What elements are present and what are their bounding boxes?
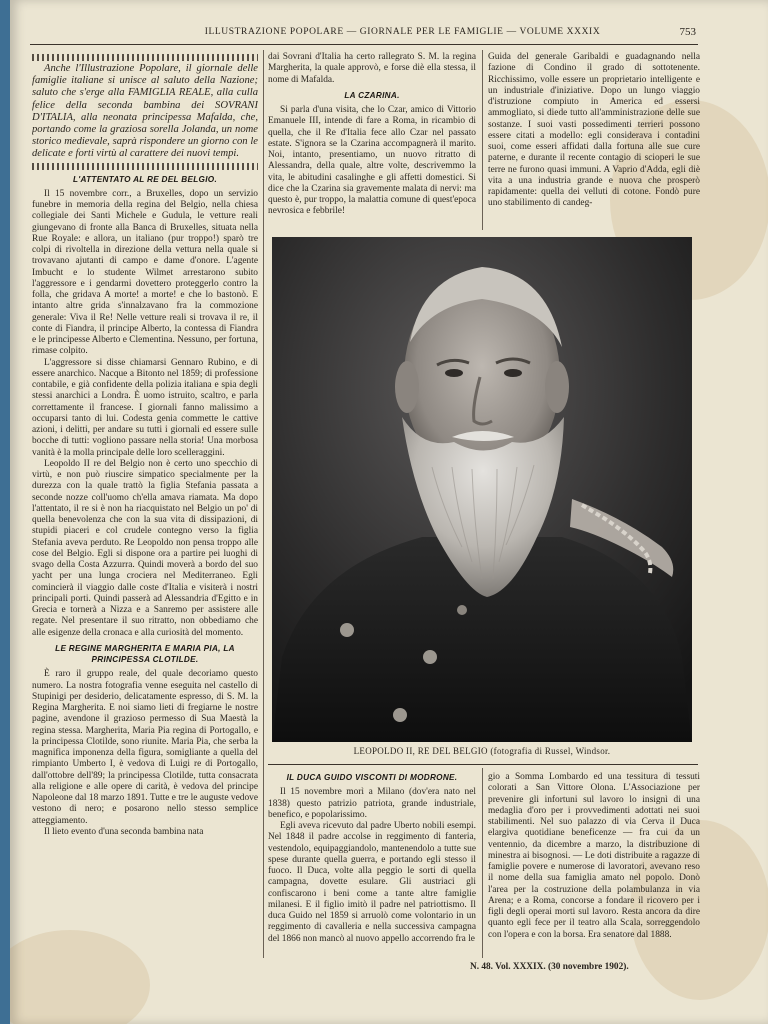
section-rule xyxy=(268,764,698,765)
column-divider xyxy=(263,50,264,958)
page-header xyxy=(10,22,768,42)
article-paragraph: Il 15 novembre morì a Milano (dov'era nato nel 1838) questo patrizio patriota, grande industriale, benefico, e popolarissimo. xyxy=(268,787,476,820)
article-paragraph: Guida del generale Garibaldi e guadagnando nella fazione di Condino il grado di sottotenente. Ricchissimo, volle essere un proprietario intelligente e un industriale d'iniziative. Dopo un lungo viaggio d'istruzione compiuto in America ed essersi ammogliato, si diede tutto all'amministrazione delle sue sostanze. I suoi vasti possedimenti terrieri possono essere citati a modello: egli considerava i contadini suoi, come esseri affidati dalla fortuna alle sue cure paterne, e durante il recente contagio di scioperi le sue terre ne furono quasi immuni. A Vaprio d'Adda, egli diè vita a una industria grande e nuova che prosperò rapidamente: quella dei velluti di cotone. Fondò pure uno stabilimento di candeg- xyxy=(488,52,700,209)
section-title: LE REGINE MARGHERITA E MARIA PIA, LA PRINCIPESSA CLOTILDE. xyxy=(55,643,235,665)
column-right-top xyxy=(488,52,700,232)
column-center-bottom xyxy=(268,772,476,960)
running-title: ILLUSTRAZIONE POPOLARE — GIORNALE PER LE FAMIGLIE — VOLUME XXXIX xyxy=(204,27,601,37)
column-right-bottom xyxy=(488,772,700,958)
article-paragraph: gio a Somma Lombardo ed una tessitura di tessuti colorati a San Vittore Olona. L'Associazione per prevenire gli infortuni sul lavoro lo insignì di una medaglia d'oro per i provvedimenti adottati nei suoi stabilimenti. Nel suo palazzo di via Cerva il Duca elargiva quotidiane beneficenze — fra cui da un ventennio, da dicembre a marzo, la distribuzione di minestra ai bisognosi. — Le doti distribuite a ragazze di famiglie povere e numerose di lavoratori, avevano reso il nome della sua famiglia amato nel popolo. Donò l'area per la costruzione della polambulanza in via Arena; e a Roma, concorse a fondare il ricovero per i figli degli operai morti sul lavoro. Resta ancora da dire quanto egli fece per il teatro alla Scala, sorreggendolo con l'opera e con la borsa. Era senatore dal 1888. xyxy=(488,772,700,940)
article-paragraph: Il lieto evento d'una seconda bambina nata xyxy=(44,826,204,837)
column-divider xyxy=(482,768,483,958)
page-number: 753 xyxy=(679,26,696,38)
article-paragraph: Leopoldo II re del Belgio non è certo uno specchio di virtù, e non può riuscire simpatico specialmente per la durezza con la quale trattò la figlia Stefania passata a seconde nozze coll'uomo ch'ella amava riamata. Ma dopo l'attentato, il re si è non ha riacquistato nel Belgio un po' di quella benevolenza che con la sua vita di dissipazioni, di stupidi piaceri e col crudele contegno verso la figlia Stefania aveva perduto. Re Leopoldo non pensa troppo alle cose del Belgio. Egli si dispone ora a partire pei luoghi di svago della Costa Azzurra. Quindi moverà a bordo del suo yacht per una lunga crociera nel Mediterraneo. Egli comincierà il viaggio dalle coste d'Italia e visiterà i nostri principali porti. Quindi passerà ad Alessandria d'Egitto e in Grecia e tornerà a Nizza e a Sanremo per assistere alle regate. Nel presentare il suo ritratto, non obbediamo che alle esigenze della cronaca e alla curiosità del momento. xyxy=(32,458,258,638)
portrait-illustration xyxy=(272,237,692,742)
article-paragraph: L'aggressore si disse chiamarsi Gennaro Rubino, e di essere anarchico. Nacque a Bitonto nel 1859; di professione contabile, e già confidente della polizia italiana e spia degli stessi anarchici a Londra. È uomo istruito, scaltro, e parla correttamente il francese. I giornali fanno malissimo a occuparsi tanto di lui. Codesta genia commette le cattive azioni, i delitti, per andare su tutti i giornali ed essere sulle bocche di tutti: vogliono passare nella storia! Una morbosa vanità è la molla principale delle loro scelleraggini. xyxy=(32,357,258,458)
portrait-photo xyxy=(272,237,692,742)
section-title: LA CZARINA. xyxy=(344,90,400,100)
intro-paragraph: Anche l'Illustrazione Popolare, il giornale delle famiglie italiane si unisce al saluto della Nazione; saluto che s'erge alla FAMIGLIA REALE, alla culla felice della seconda bambina dei SOVRANI D'ITALIA, alla neonata principessa Mafalda, che, portando come la graziosa sorella Jolanda, un nome storico medievale, saprà rispondere un giorno con le delicate e forti virtù al carattere dei nuovi tempi. xyxy=(32,63,258,160)
article-paragraph: Egli aveva ricevuto dal padre Uberto nobili esempi. Nel 1848 il padre accolse in reggimento di fanteria, vestendolo, equipaggiandolo, mantenendolo a tutte sue spese durante quella guerra, e portando egli stesso il fuoco. Il Duca, volte alla peggio le sorti di quella campagna, dovette esulare. Gli austriaci gli confiscarono i beni come a tante altre famiglie milanesi. E il figlio imitò il padre nel patriottismo. Il duca Guido nel 1859 si arruolò come volontario in un reggimento di cavalleria e nella successiva campagna del 1866 non mancò al nuovo appello accorrendo fra le xyxy=(268,821,476,944)
column-center-top xyxy=(268,52,476,232)
column-left xyxy=(32,52,258,960)
photo-caption: LEOPOLDO II, RE DEL BELGIO (fotografia di Russel, Windsor. xyxy=(353,746,611,756)
section-title: IL DUCA GUIDO VISCONTI DI MODRONE. xyxy=(286,773,458,782)
newspaper-page xyxy=(10,0,768,1024)
article-paragraph: dai Sovrani d'Italia ha certo rallegrato S. M. la regina Margherita, la quale approvò, e forse diè ella stessa, il nome di Mafalda. xyxy=(268,52,476,85)
ornament-border xyxy=(32,163,258,170)
header-rule xyxy=(30,44,698,45)
article-paragraph: Si parla d'una visita, che lo Czar, amico di Vittorio Emanuele III, intende di fare a Roma, in ricambio di quella, che il Re d'Italia fece allo Czar nel passato estate. S'ignora se la Czarina accompagnerà il marito. Noi, intanto, presentiamo, un nuovo ritratto di Alessandra, della quale, altre volte, descrivemmo la vita, le abitudini casalinghe e gli affetti domestici. Si dice che la Czarina sia gravemente malata di nervi: ma questo è, pur troppo, la malattia comune di quest'epoca nevrosica e febbrile! xyxy=(268,105,476,217)
section-title: L'ATTENTATO AL RE DEL BELGIO. xyxy=(72,174,218,184)
article-paragraph: Il 15 novembre corr., a Bruxelles, dopo un servizio funebre in memoria della regina del Belgio, nella chiesa collegiale dei Santi Michele e Gudula, le vetture reali giungevano di fronte alla Banca di Bruxelles, situata nella Rue Royale: e allora, un italiano (pur troppo!) sparò tre colpi di rivoltella in direzione della vettura nella quale si trovavano ajutanti di campo e dame d'onore. L'agente Imbucht e lo studente Wilmet arrestarono subito l'aggressore e i gendarmi dovettero proteggerlo contro la folla, che gridava A morte! a morte! e che lo bastonò. E intanto altre grida s'innalzavano fra la commozione generale: Viva il Re! Nelle vetture reali si trovava il re, il conte di Fiandra, il principe Alberto, la contessa di Fiandra e le principesse Alberto e Clementina. Nessuno, per fortuna, rimase colpito. xyxy=(32,188,258,357)
column-divider xyxy=(482,50,483,230)
ornament-border xyxy=(32,54,258,61)
article-paragraph: È raro il gruppo reale, del quale decoriamo questo numero. La nostra fotografia venne eseguita nel castello di Stupinigi per desiderio, delicatamente espresso, di S. M. la Regina Margherita. E noi siamo lieti di fregiarne le nostre pagine, avendone il grazioso permesso di Sua Maestà la regina stessa. Margherita, Maria Pia regina di Portogallo, e la principessa Clotilde, sono riunite. Maria Pia, che serba la magnifica imponenza della figura, somigliante a quella del rimpianto Umberto I, è vedova di Luigi re di Portogallo, dall'ottobre dell'89; la principessa Clotilde, tutta consacrata alla religione e alle opere di carità, è vedova del principe Napoleone dal 18 marzo 1891. Tutte e tre le auguste vedove vestono di nero; e posarono nello stesso semplice atteggiamento. xyxy=(32,669,258,826)
issue-footer: N. 48. Vol. XXXIX. (30 novembre 1902). xyxy=(470,962,629,972)
